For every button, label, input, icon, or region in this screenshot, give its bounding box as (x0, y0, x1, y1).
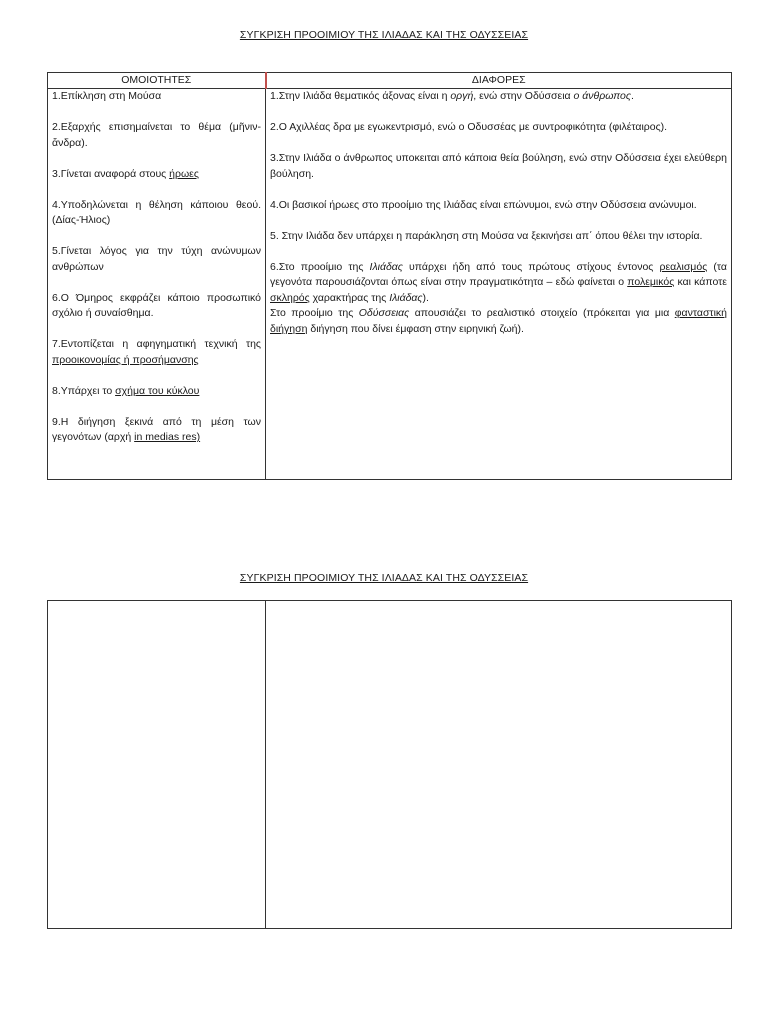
similarity-item (52, 415, 261, 446)
underlined-term: in medias res) (134, 431, 201, 443)
text-span: υπάρχει ήδη από τους πρώτους στίχους έντονος (402, 260, 660, 273)
similarity-item: 5.Γίνεται λόγος για την τύχη ανώνυμων ανθρώπων (52, 245, 261, 273)
underlined-term: σχήμα του κύκλου (115, 384, 200, 397)
difference-item: 5. Στην Ιλιάδα δεν υπάρχει η παράκληση στη Μούσα να ξεκινήσει απ΄ όπου θέλει την ιστορία. (270, 229, 703, 242)
underlined-term: σκληρός (270, 291, 310, 304)
text-span: Στο προοίμιο της (270, 307, 359, 319)
text-span: 8.Υπάρχει το (52, 384, 116, 397)
italic-term: οργή (450, 90, 474, 102)
empty-right-cell (266, 601, 732, 929)
text-span: χαρακτήρας της (309, 291, 390, 304)
text-span: (τα γεγονότα παρουσιάζονται όπως είναι στην πραγματικότητα – εδώ φαίνεται ο (270, 260, 727, 288)
underlined-term: προοικονομίας ή προσήμανσης (52, 353, 199, 366)
comparison-table (47, 72, 732, 480)
underlined-term: ρεαλισμός (659, 260, 708, 273)
differences-cell (266, 89, 732, 480)
text-span: 6.Στο προοίμιο της (270, 260, 370, 273)
empty-left-cell (48, 601, 266, 929)
difference-item: 3.Στην Ιλιάδα ο άνθρωπος υποκειται από κάποια θεία βούληση, ενώ στην Οδύσσεια έχει ελεύθερη βούληση. (270, 152, 727, 180)
page-title-repeat: ΣΥΓΚΡΙΣΗ ΠΡΟΟΙΜΙΟΥ ΤΗΣ ΙΛΙΑΔΑΣ ΚΑΙ ΤΗΣ ΟΔΥΣΣΕΙΑΣ (239, 572, 529, 584)
difference-item (270, 260, 727, 307)
text-span: διήγηση που δίνει έμφαση στην ειρηνική ζωή). (307, 322, 524, 335)
header-similarities: ΟΜΟΙΟΤΗΤΕΣ (48, 73, 266, 89)
empty-comparison-table (47, 600, 732, 929)
similarity-item (52, 167, 261, 183)
italic-term: ο άνθρωπος (573, 90, 631, 102)
similarity-item: 6.Ο Όμηρος εκφράζει κάποιο προσωπικό σχόλιο ή συναίσθημα. (52, 291, 261, 319)
underlined-term: πολεμικός (627, 276, 675, 288)
table-body-row (48, 601, 732, 929)
italic-term: Ιλιάδας (369, 260, 403, 273)
text-span: . (631, 90, 634, 102)
italic-term: Ιλιάδας (389, 291, 423, 304)
difference-item: 2.Ο Αχιλλέας δρα με εγωκεντρισμό, ενώ ο Οδυσσέας με συντροφικότητα (φιλέταιρος). (270, 121, 668, 133)
table-body-row (48, 89, 732, 480)
difference-item: 4.Οι βασικοί ήρωες στο προοίμιο της Ιλιάδας είναι επώνυμοι, ενώ στην Οδύσσεια ανώνυμοι. (270, 198, 697, 211)
table-header-row (48, 73, 732, 89)
header-differences: ΔΙΑΦΟΡΕΣ (266, 73, 732, 89)
text-span: 3.Γίνεται αναφορά στους (52, 167, 170, 180)
text-span: και κάποτε (674, 276, 727, 288)
text-span: 7.Εντοπίζεται η αφηγηματική τεχνική της (52, 338, 261, 350)
difference-item (270, 89, 727, 105)
page-title: ΣΥΓΚΡΙΣΗ ΠΡΟΟΙΜΙΟΥ ΤΗΣ ΙΛΙΑΔΑΣ ΚΑΙ ΤΗΣ ΟΔΥΣΣΕΙΑΣ (239, 29, 529, 41)
similarity-item: 2.Εξαρχής επισημαίνεται το θέμα (μῆνιν-ἄνδρα). (52, 121, 261, 149)
text-span: απουσιάζει το ρεαλιστικό στοιχείο (πρόκειται για μια (409, 307, 675, 319)
similarity-item (52, 384, 261, 400)
similarity-item: 4.Υποδηλώνεται η θέληση κάποιου θεού.(Δίας-Ήλιος) (52, 198, 261, 226)
text-span: 9.Η διήγηση ξεκινά από τη μέση των γεγονότων (αρχή (52, 415, 261, 443)
underlined-term: ήρωες (169, 167, 199, 180)
text-span: , ενώ στην Οδύσσεια (473, 90, 574, 102)
italic-term: Οδύσσειας (358, 307, 410, 319)
similarity-item: 1.Επίκληση στη Μούσα (52, 90, 162, 102)
text-span: ). (422, 291, 429, 304)
difference-item (270, 306, 727, 337)
similarity-item (52, 337, 261, 368)
underlined-term: φανταστική διήγηση (270, 307, 727, 335)
text-span: 1.Στην Ιλιάδα θεματικός άξονας είναι η (270, 90, 451, 102)
similarities-cell (48, 89, 266, 480)
